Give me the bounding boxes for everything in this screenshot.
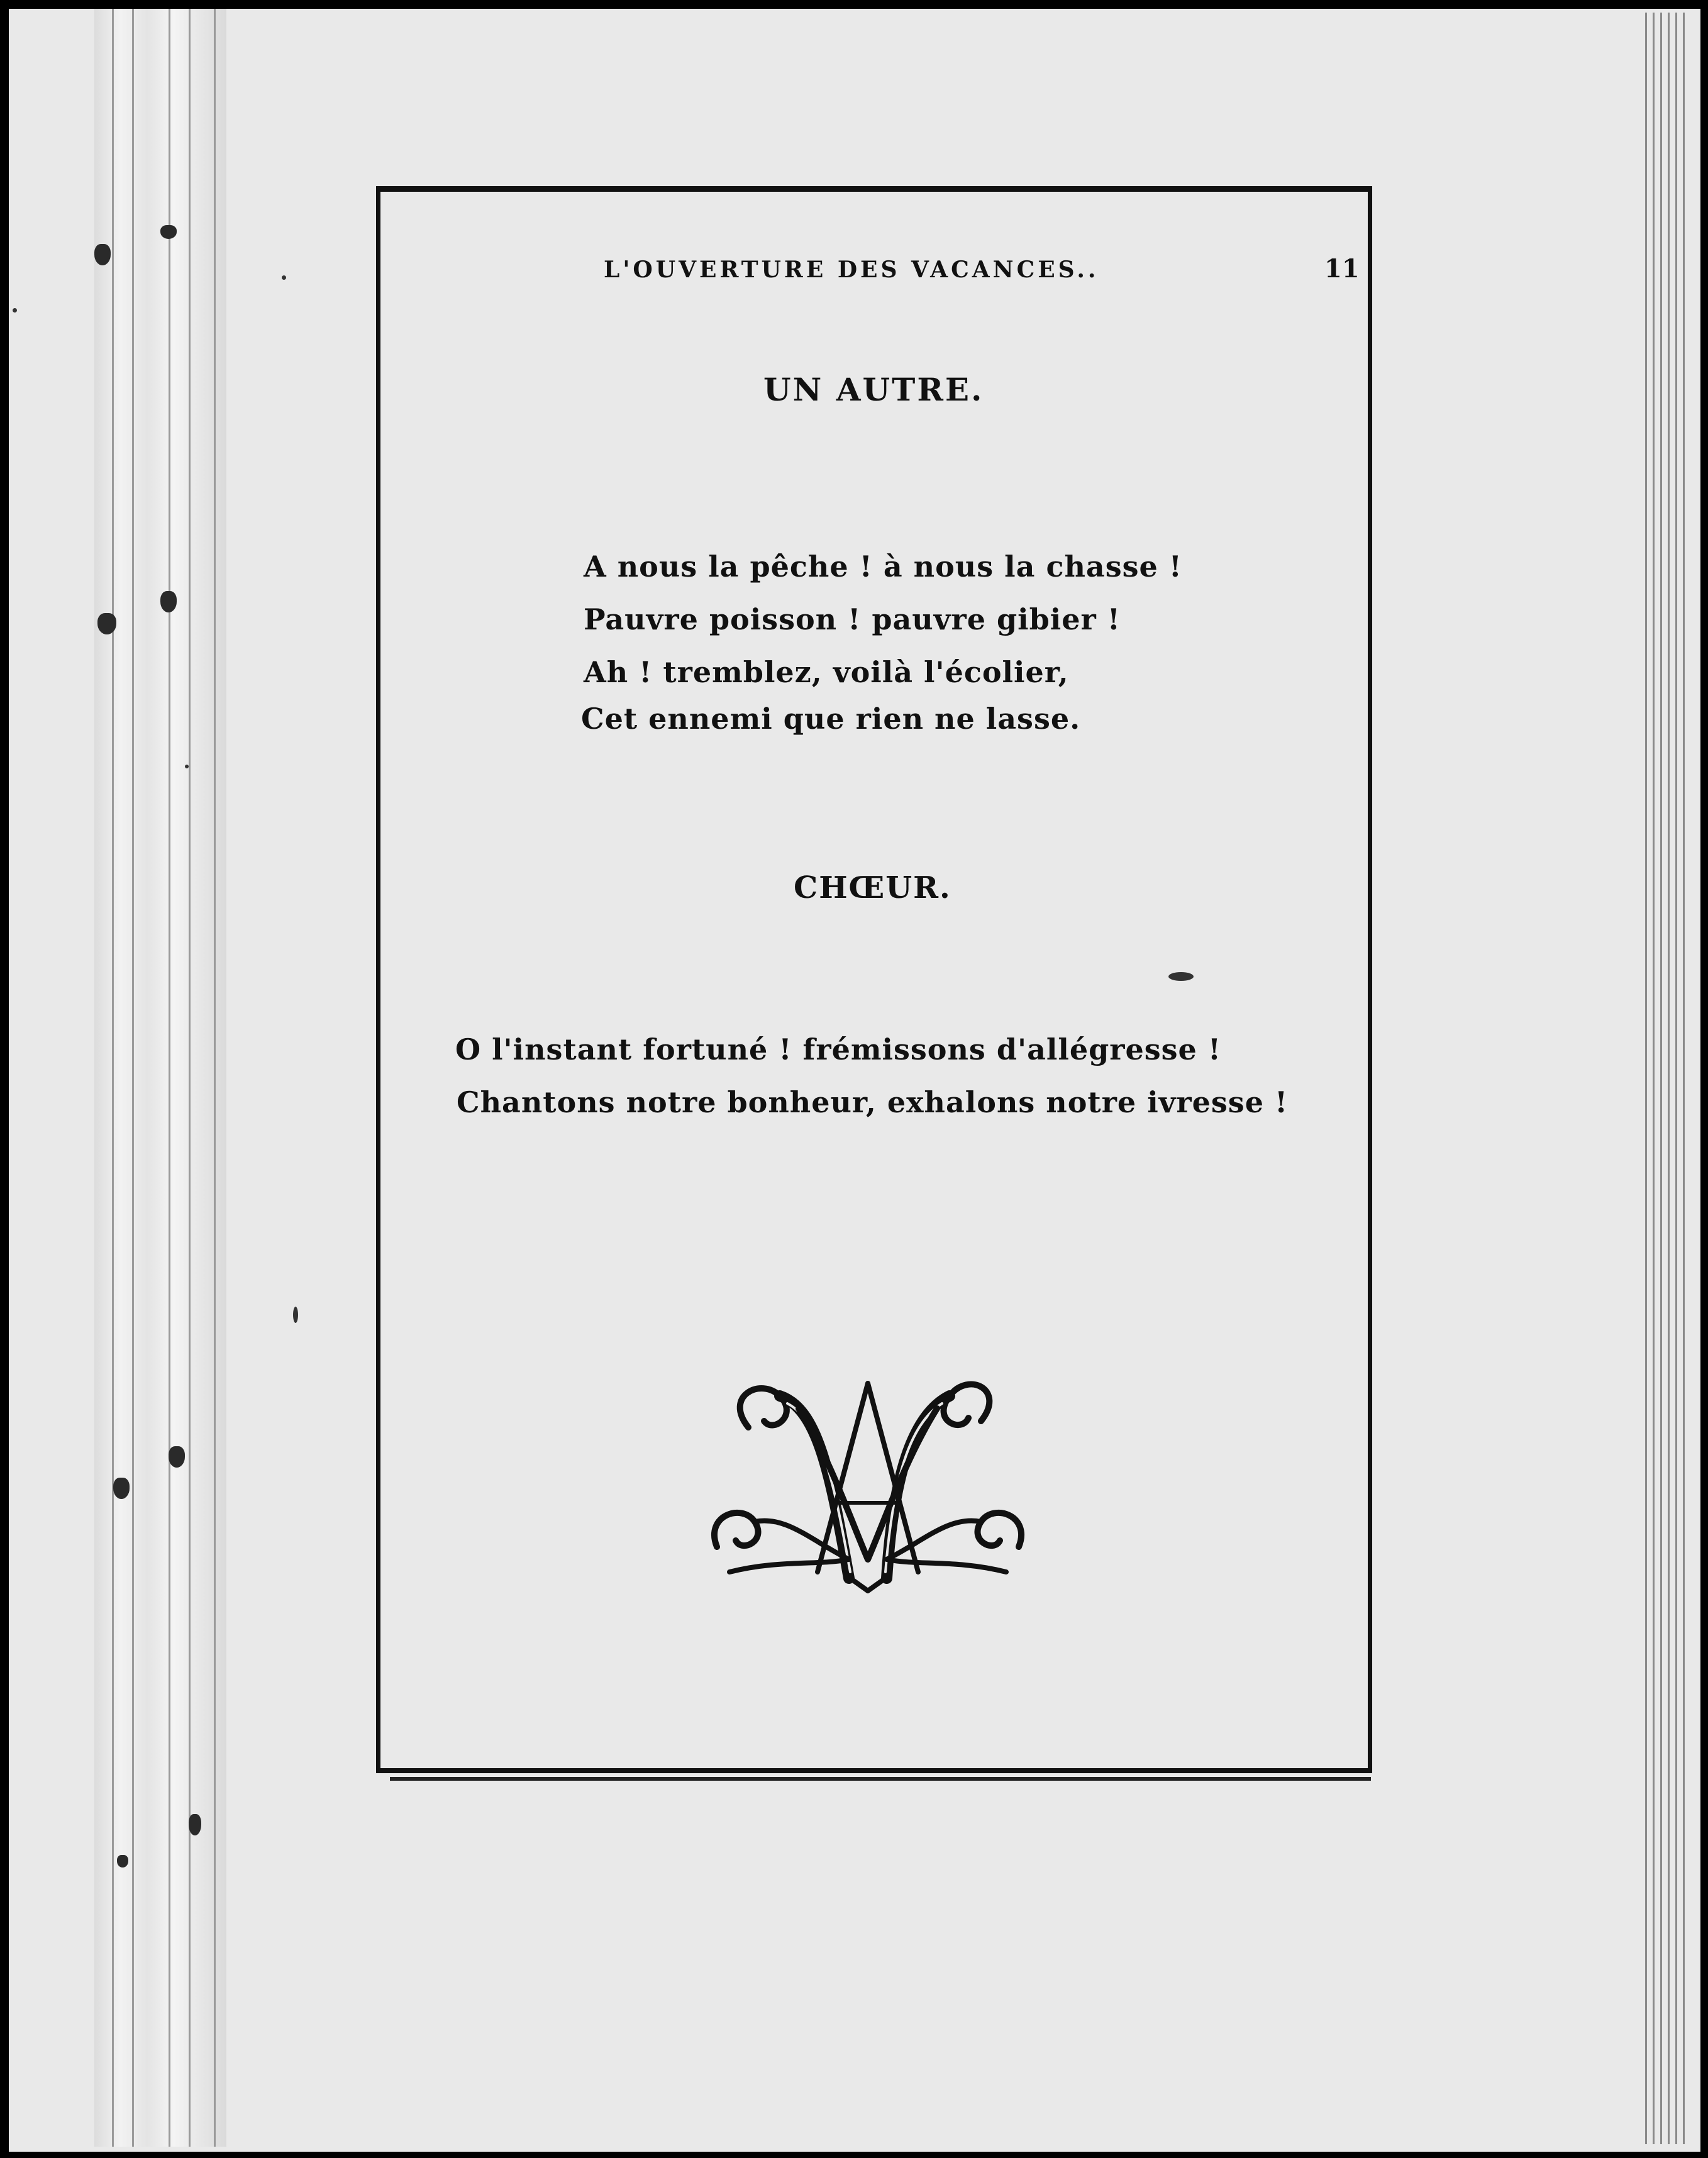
verse-line: Pauvre poisson ! pauvre gibier ! [584, 602, 1121, 636]
verse-line: Ah ! tremblez, voilà l'écolier, [584, 655, 1069, 689]
running-head: L'OUVERTURE DES VACANCES.. [604, 257, 1099, 283]
spine-line [132, 9, 134, 2147]
binding-stitch [117, 1855, 128, 1868]
page-frame-shadow-rule [390, 1777, 1371, 1781]
spine-line [169, 9, 170, 2147]
page-edge [1675, 13, 1677, 2144]
spine-line [112, 9, 114, 2147]
scan-border-bottom [0, 2152, 1708, 2158]
binding-stitch [189, 1814, 201, 1835]
scan-border-left [0, 0, 9, 2158]
scan-border-right [1700, 0, 1708, 2158]
chorus-title: CHŒUR. [794, 870, 951, 905]
binding-stitch [113, 1478, 130, 1499]
binding-stitch [169, 1446, 185, 1468]
page-edge [1645, 13, 1647, 2144]
book-spine [94, 9, 226, 2147]
section-title: UN AUTRE. [763, 371, 984, 408]
scan-smudge [185, 765, 189, 768]
scan-smudge [13, 308, 17, 313]
page-edge [1653, 13, 1655, 2144]
verse-line: A nous la pêche ! à nous la chasse ! [584, 550, 1182, 584]
scan-smudge [293, 1307, 298, 1323]
page-edge [1668, 13, 1670, 2144]
spine-line [214, 9, 216, 2147]
binding-stitch [160, 225, 177, 239]
binding-stitch [97, 613, 116, 634]
chorus-line: O l'instant fortuné ! frémissons d'allégresse ! [455, 1032, 1222, 1066]
scan-smudge [1168, 972, 1194, 981]
scan-smudge [282, 275, 286, 280]
am-monogram-ornament [704, 1371, 1031, 1597]
page-edge [1660, 13, 1662, 2144]
binding-stitch [160, 591, 177, 612]
verse-line: Cet ennemi que rien ne lasse. [581, 702, 1081, 736]
page-edge [1683, 13, 1685, 2144]
binding-stitch [94, 244, 111, 265]
chorus-line: Chantons notre bonheur, exhalons notre ivresse ! [457, 1085, 1289, 1119]
scan-border-top [0, 0, 1708, 9]
page-number: 11 [1324, 254, 1360, 284]
